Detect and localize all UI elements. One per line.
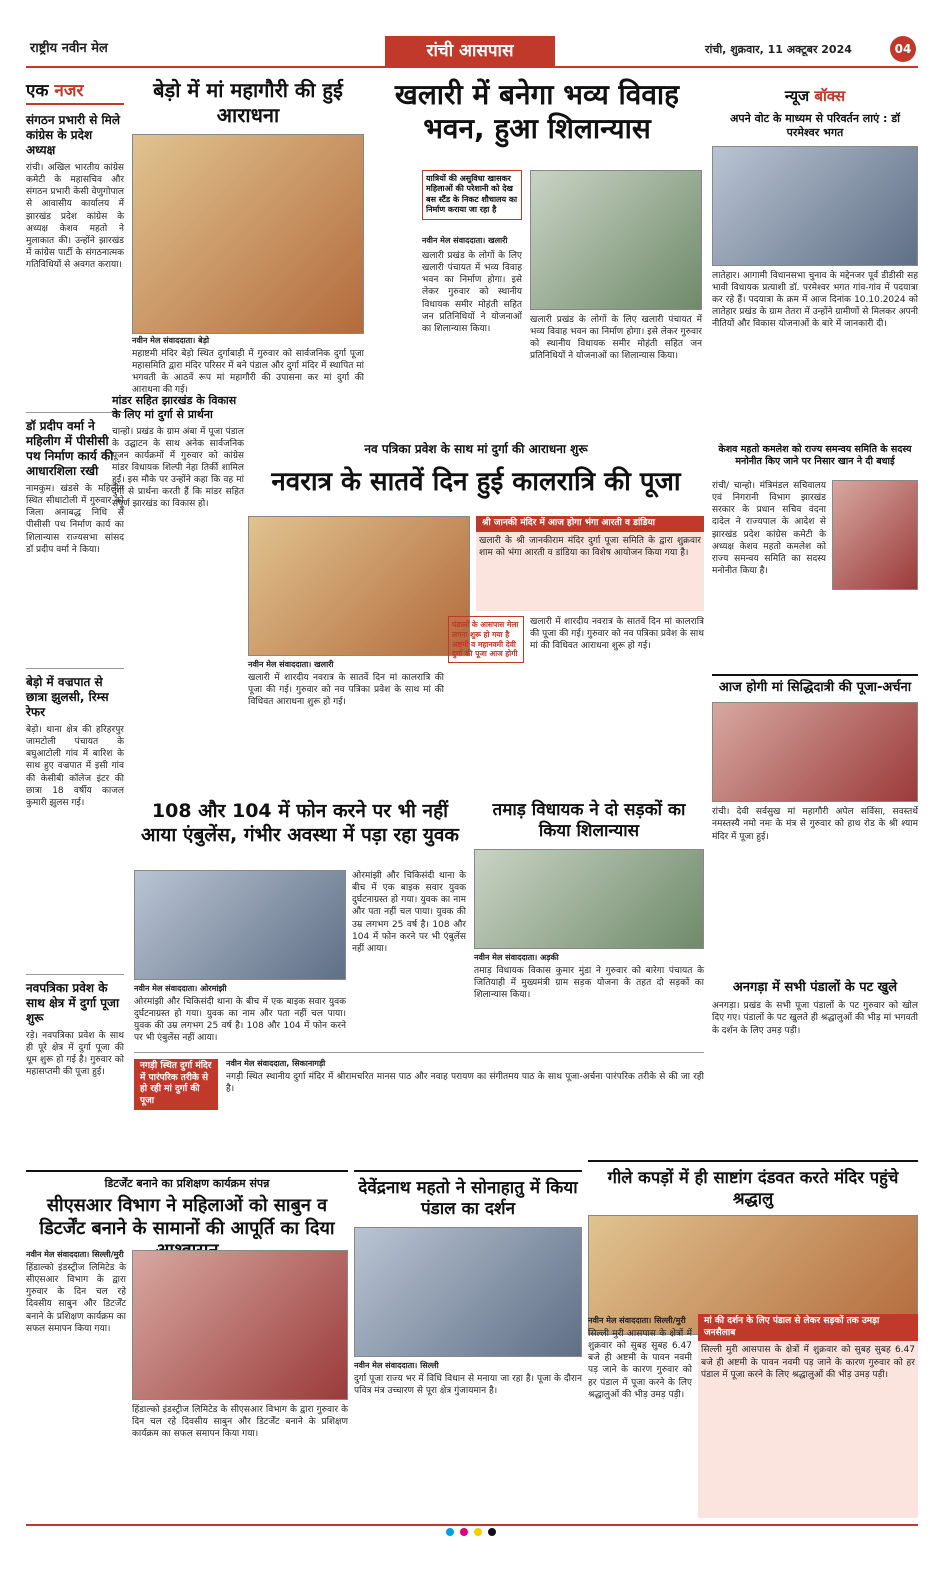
byline: नवीन मेल संवाददाता। खलारी <box>248 660 334 669</box>
story-body: अनगड़ा। प्रखंड के सभी पूजा पंडालों के पट गुरुवार को खोल दिए गए। पंडालों के पट खुलते ही श्रद्धालुओं की भीड़ मां भगवती के दर्शन के लिए उमड़ पड़ी। <box>712 1001 918 1036</box>
headline: मांडर सहित झारखंड के विकास के लिए मां दुर्गा से प्रार्थना <box>112 394 237 421</box>
pandal-photo <box>354 1227 582 1357</box>
side-box <box>698 1314 918 1518</box>
story-keshav <box>712 444 918 669</box>
story-mandar <box>112 394 244 774</box>
story-body: खलारी में शारदीय नवरात्र के सातवें दिन मां कालरात्रि की पूजा की गई। गुरुवार को नव पत्रिका प्रवेश के साथ मां की विधिवत आराधना शुरू हो गई। <box>248 673 444 708</box>
list-item <box>26 668 124 964</box>
story-tamar <box>474 800 704 1050</box>
sidebar-body: खलारी के श्री जानकीराम मंदिर दुर्गा पूजा समिति के द्वारा शुक्रवार शाम को भंगा आरती व डांडिया का विशेष आयोजन किया गया है। <box>479 535 701 558</box>
ek-nazar-label-a: एक <box>26 81 49 101</box>
kicker: डिटर्जेंट बनाने का प्रशिक्षण कार्यक्रम संपन्न <box>104 1177 270 1190</box>
item-title: संगठन प्रभारी से मिले कांग्रेस के प्रदेश अध्यक्ष <box>26 113 120 157</box>
headline: 108 और 104 में फोन करने पर भी नहीं आया एंबुलेंस, गंभीर अवस्था में पड़ा रहा युवक <box>140 800 460 846</box>
story-kalratri <box>248 440 704 790</box>
list-item <box>26 974 124 1150</box>
training-photo <box>132 1250 348 1400</box>
item-title: डॉ प्रदीप वर्मा ने महिलीग में पीसीसी पथ निर्माण कार्य की आधारशिला रखी <box>26 419 114 478</box>
headline: बेड़ो में मां महागौरी की हुई आराधना <box>153 78 343 127</box>
item-body: बेड़ो। थाना क्षेत्र की हरिहरपुर जामटोली पंचायत के बघुआटोली गांव में बारिश के साथ हुए वज्रपात में इसी गांव की केसीबी कॉलेज इंटर की छात्रा 18 वर्षीय काजल कुमारी झुलस गई। <box>26 725 124 808</box>
headline: केशव महतो कमलेश को राज्य समन्वय समिति के सदस्य मनोनीत किए जाने पर निसार खान ने दी बधाई <box>718 444 912 467</box>
story-body: खलारी प्रखंड के लोगों के लिए खलारी पंचायत में भव्य विवाह भवन का निर्माण होगा। इसे लेकर गुरुवार को स्थानीय विधायक समीर मोहंती सहित जन प्रतिनिधियों ने योजनाओं का शिलान्यास किया। <box>422 251 522 334</box>
headline: खलारी में बनेगा भव्य विवाह भवन, हुआ शिलान्यास <box>394 78 680 145</box>
rally-photo <box>474 849 704 949</box>
register-mark <box>446 1528 454 1536</box>
story-body: सिल्ली मुरी आसपास के क्षेत्रों में शुक्रवार को सुबह सुबह 6.47 बजे ही अष्टमी के पावन नवमी पड़ जाने के कारण गुरुवार को हर पंडाल में पूजा करने के लिए श्रद्धालुओं की भीड़ उमड़ पड़ी। <box>588 1329 692 1400</box>
masthead: राष्ट्रीय नवीन मेल <box>30 41 108 56</box>
sidebar-box <box>476 516 704 611</box>
pullquote: यात्रियों की असुविधा खासकर महिलाओं की परेशानी को देख बस स्टैंड के निकट शौचालय का निर्माण कराया जा रहा है <box>422 170 522 220</box>
list-item <box>26 113 124 402</box>
goddess-photo <box>132 134 364 334</box>
ek-nazar-column <box>26 78 124 1168</box>
headline: अनगड़ा में सभी पंडालों के पट खुले <box>732 980 898 995</box>
list-item <box>26 412 124 658</box>
section-tag: रांची आसपास <box>385 36 555 66</box>
story-mahagauri <box>132 78 364 396</box>
story-body: चान्हो। प्रखंड के ग्राम अंबा में पूजा पंडाल के उद्घाटन के साथ अनेक सार्वजनिक पूजन कार्यक्रमों में गुरुवार को कांग्रेस मांडर विधायक शिल्पी नेहा तिर्की शामिल हुईं। इस मौके पर उन्होंने कहा कि वह मां दुर्गा से प्रार्थना करती हैं कि मांडर सहित संपूर्ण झारखंड का विकास हो। <box>112 426 244 510</box>
news-box-label <box>712 86 918 106</box>
byline: नवीन मेल संवाददाता, सिकानागड़ी <box>226 1059 326 1068</box>
story-body: दुर्गा पूजा राज्य भर में विधि विधान से मनाया जा रहा है। पूजा के दौरान पवित्र मंत्र उच्चारण से पूरा क्षेत्र गुंजायमान है। <box>354 1373 582 1397</box>
headline: सीएसआर विभाग ने महिलाओं को साबुन व डिटर्जेंट बनाने के सामानों की आपूर्ति का दिया <box>39 1195 335 1239</box>
byline: नवीन मेल संवाददाता। सिल्ली <box>354 1360 439 1370</box>
story-sikandarpur <box>134 1052 704 1160</box>
portrait-photo <box>832 480 918 590</box>
story-csr <box>26 1170 348 1520</box>
story-body: नगड़ी स्थित स्थानीय दुर्गा मंदिर में श्रीरामचरित मानस पाठ और नवाह परायण का संगीतमय पाठ के साथ पूजा-अर्चना पारंपरिक तरीके से की जा रही है। <box>226 1072 704 1095</box>
story-body: रांची/ चान्हो। मंत्रिमंडल सचिवालय एवं निगरानी विभाग झारखंड सरकार के प्रधान सचिव वंदना दादेल ने राज्यपाल के आदेश से झारखंड प्रदेश कांग्रेस कमेटी के अध्यक्ष केशव महतो कमलेश को राज्य समन्वय समिति का सदस्य मनोनीत किया है। <box>712 481 826 576</box>
story-devendra <box>354 1170 582 1520</box>
item-body: रड़े। नवपत्रिका प्रवेश के साथ ही पूरे क्षेत्र में दुर्गा पूजा की धूम शुरू हो गई है। गुरुवार को महासप्तमी की पूजा हुई। <box>26 1031 124 1078</box>
register-mark <box>460 1528 468 1536</box>
photo-caption: नवीन मेल संवाददाता। बेड़ो <box>132 336 210 345</box>
kicker: नगड़ी स्थित दुर्गा मंदिर में पारंपरिक तरीके से हो रही मां दुर्गा की पूजा <box>134 1059 218 1110</box>
pullquote: पंडालों के आसपास मेला लगना शुरू हो गया है अष्टमी व महानवमी देवी दुर्गा की पूजा आज होगी <box>448 616 524 663</box>
story-dandwat <box>588 1160 918 1520</box>
item-body: रांची। अखिल भारतीय कांग्रेस कमेटी के महासचिव और संगठन प्रभारी केसी वेणुगोपाल से आवासीय कार्यालय में झारखंड प्रदेश कांग्रेस के अध्यक्ष केशव महतो ने मुलाकात की। उन्होंने झारखंड में कांग्रेस पार्टी के संगठनात्मक गतिविधियों से अवगत कराया। <box>26 163 124 271</box>
page-number: 04 <box>890 36 916 62</box>
ek-nazar-label <box>26 78 124 105</box>
news-box-label-b: बॉक्स <box>814 87 846 105</box>
durga-photo <box>248 516 470 656</box>
byline: नवीन मेल संवाददाता। ओरमांझी <box>134 984 227 993</box>
story-siddhidatri <box>712 674 918 974</box>
story-body: तमाड़ विधायक विकास कुमार मुंडा ने गुरुवार को बारेगा पंचायत के जितियाही में मुख्यमंत्री ग्राम सड़क योजना के तहत दो सड़कों का शिलान्यास किया। <box>474 965 704 1001</box>
story-body-continued: खलारी प्रखंड के लोगों के लिए खलारी पंचायत में भव्य विवाह भवन का निर्माण होगा। इसे लेकर गुरुवार को स्थानीय विधायक समीर मोहंती सहित जन प्रतिनिधियों ने योजनाओं का शिलान्यास किया। <box>530 315 702 362</box>
byline: नवीन मेल संवाददाता। सिल्ली/मुरी <box>26 1250 124 1259</box>
item-body: नामकुम। खंडसे के महिलीग स्थित सीधाटोली में गुरुवार को जिला अनाबद्ध निधि से पीसीसी पथ निर्माण कार्य का शिलान्यास राज्यसभा सांसद डॉ प्रदीप वर्मा ने किया। <box>26 484 124 555</box>
byline: नवीन मेल संवाददाता। अड़की <box>474 952 559 962</box>
headline: तमाड़ विधायक ने दो सड़कों का किया शिलान्यास <box>492 800 686 842</box>
register-mark <box>474 1528 482 1536</box>
sidebar-title: श्री जानकी मंदिर में आज होगा भंगा आरती व डांडिया <box>476 516 704 532</box>
story-body: लातेहार। आगामी विधानसभा चुनाव के मद्देनजर पूर्व डीडीसी सह भावी विधायक प्रत्याशी डॉ. परमेश्वर भगत गांव-गांव में पदयात्रा कर रहे हैं। पदयात्रा के क्रम में आज दिनांक 10.10.2024 को लातेहार प्रखंड के ग्राम तेतरा में उन्होंने ग्रामीणों से मिलकर अपनी नीतियों और विकास योजनाओं के बारे में जानकारी दी। <box>712 270 918 330</box>
foundation-photo <box>530 170 702 310</box>
story-body-continued: ओरमांझी और चिकिसंदी थाना के बीच में एक बाइक सवार युवक दुर्घटनाग्रस्त हो गया। युवक का नाम और पता नहीं चल पाया। युवक की उम्र लगभग 25 वर्ष है। 108 और 104 में फोन करने पर भी एंबुलेंस नहीं आया। <box>352 871 466 954</box>
padyatra-photo <box>712 146 918 266</box>
story-body: हिंडाल्को इंडस्ट्रीज लिमिटेड के सीएसआर विभाग के द्वारा गुरुवार के दिन चल रहे दिवसीय साबुन और डिटर्जेंट बनाने के प्रशिक्षण कार्यक्रम का सफल समापन किया गया। <box>26 1263 126 1334</box>
story-body-continued: हिंडाल्को इंडस्ट्रीज लिमिटेड के सीएसआर विभाग के द्वारा गुरुवार के दिन चल रहे दिवसीय साबुन और डिटर्जेंट बनाने के प्रशिक्षण कार्यक्रम का सफल समापन किया गया। <box>132 1405 348 1440</box>
byline: नवीन मेल संवाददाता। सिल्ली/मुरी <box>588 1316 686 1325</box>
headline: नवरात्र के सातवें दिन हुई कालरात्रि की पूजा <box>271 467 681 497</box>
register-mark <box>488 1528 496 1536</box>
item-title: बेड़ो में वज्रपात से छात्रा झुलसी, रिम्स रेफर <box>26 675 109 719</box>
news-box <box>712 86 918 436</box>
story-body-continued: खलारी में शारदीय नवरात्र के सातवें दिन मां कालरात्रि की पूजा की गई। गुरुवार को नव पत्रिका प्रवेश के साथ मां की विधिवत आराधना शुरू हो गई। <box>530 617 704 652</box>
story-ambulance <box>134 800 466 1050</box>
story-body: ओरमांझी और चिकिसंदी थाना के बीच में एक बाइक सवार युवक दुर्घटनाग्रस्त हो गया। युवक का नाम और पता नहीं चल पाया। युवक की उम्र लगभग 25 वर्ष है। 108 और 104 में फोन करने पर भी एंबुलेंस नहीं आया। <box>134 997 346 1044</box>
dateline: रांची, शुक्रवार, 11 अक्टूबर 2024 <box>705 43 852 56</box>
item-title: नवपत्रिका प्रवेश के साथ क्षेत्र में दुर्गा पूजा शुरू <box>26 981 120 1025</box>
kicker: नव पत्रिका प्रवेश के साथ मां दुर्गा की आराधना शुरू <box>364 442 588 456</box>
news-box-label-a: न्यूज <box>784 87 810 105</box>
accident-photo <box>134 870 346 980</box>
story-body: महाष्टमी मंदिर बेड़ो स्थित दुर्गाबाड़ी में गुरुवार को सार्वजनिक दुर्गा पूजा महासमिति द्वारा मंदिर परिसर में बने पंडाल और दुर्गा मंदिर में स्थापित मां भगवती के आठवें रूप मां महागौरी की उपासना कर मां दुर्गा की आराधना की गई। <box>132 349 364 396</box>
headline: देवेंद्रनाथ महतो ने सोनाहातु में किया पंडाल का दर्शन <box>358 1178 578 1220</box>
headline: गीले कपड़ों में ही साष्टांग दंडवत करते मंदिर पहुंचे श्रद्धालु <box>607 1168 899 1208</box>
footer-strip <box>26 1524 918 1536</box>
story-angada <box>712 980 918 1150</box>
story-body: रांची। देवी सर्वसुख मां महागौरी अपेल सर्विसा, सवस्तर्थे नमस्तस्यै नमो नमः के मंत्र से गुरुवार को हाथ रोड के श्री श्याम मंदिर में पूजा हुई। <box>712 807 918 842</box>
side-box-title: मां की दर्शन के लिए पंडाल से लेकर सड़कों तक उमड़ा जनसैलाब <box>698 1314 918 1341</box>
headline: अपने वोट के माध्यम से परिवर्तन लाएं : डॉ परमेश्वर भगत <box>730 112 900 139</box>
story-khalari <box>372 78 702 438</box>
ek-nazar-label-b: नजर <box>54 81 84 101</box>
byline: नवीन मेल संवाददाता। खलारी <box>422 236 508 245</box>
side-box-body: सिल्ली मुरी आसपास के क्षेत्रों में शुक्रवार को सुबह सुबह 6.47 बजे ही अष्टमी के पावन नवमी पड़ जाने के कारण गुरुवार को हर पंडाल में पूजा करने के लिए श्रद्धालुओं की भीड़ उमड़ पड़ी। <box>701 1345 915 1380</box>
puja-photo <box>712 702 918 802</box>
headline: आज होगी मां सिद्धिदात्री की पूजा-अर्चना <box>712 674 918 696</box>
